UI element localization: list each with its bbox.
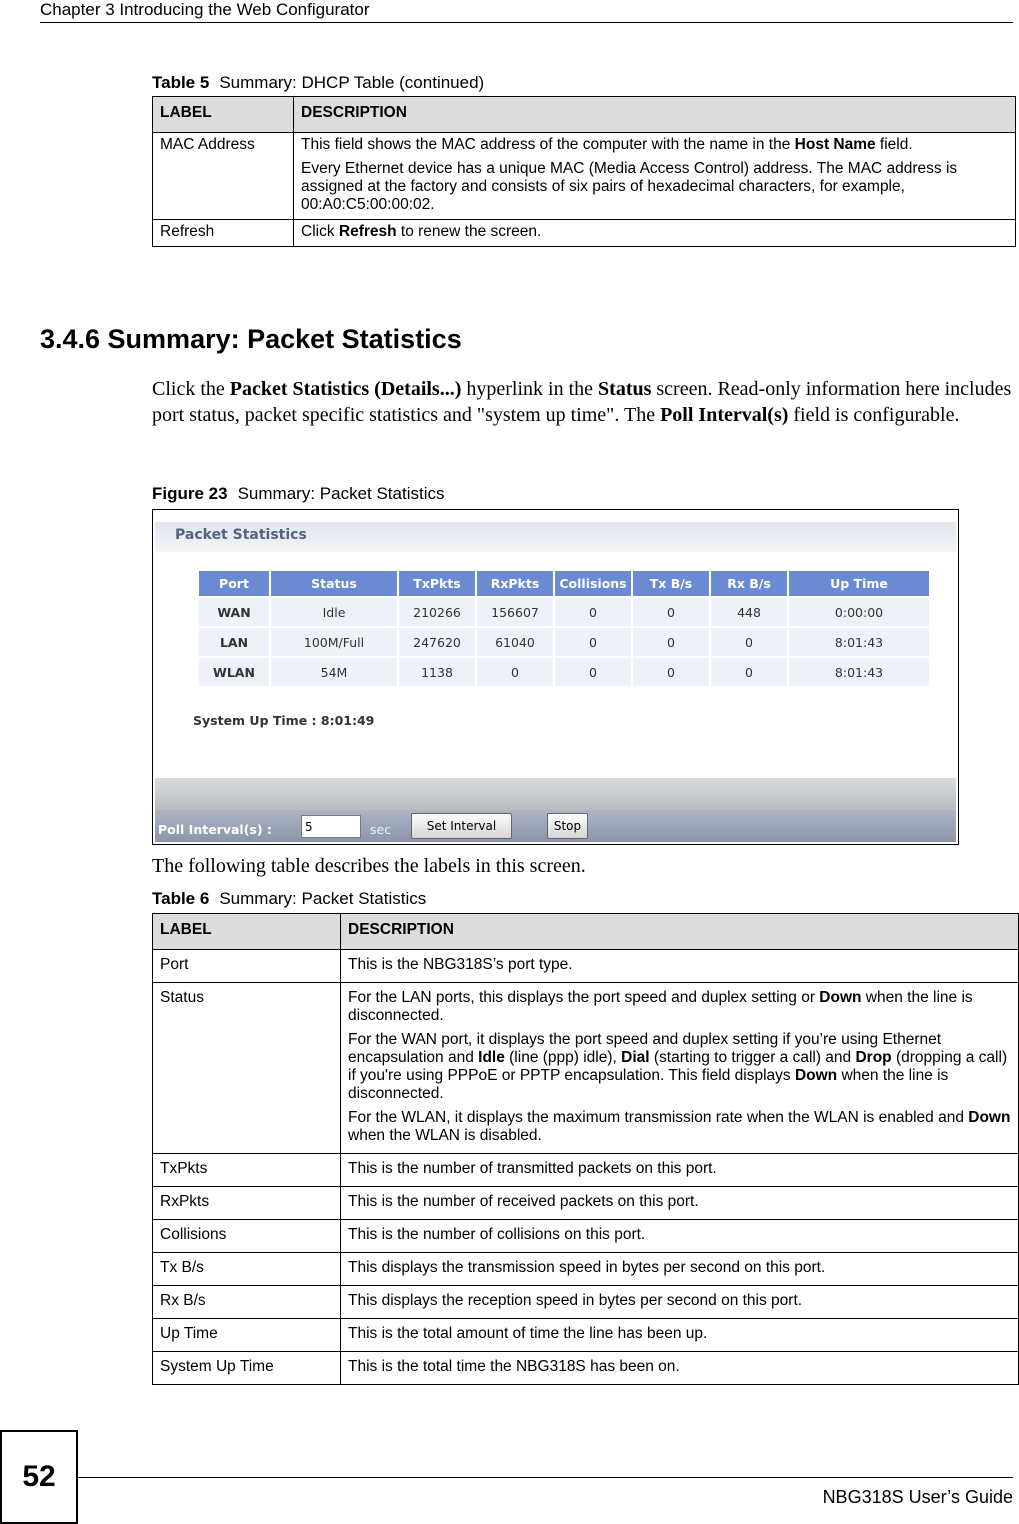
tx-bps-cell: 0 (633, 658, 709, 686)
rxpkts-cell: 61040 (477, 628, 553, 656)
text-run: For the LAN ports, this displays the port speed and duplex setting or (348, 989, 820, 1006)
table5-caption-number: Table 5 (152, 73, 210, 92)
bold-run: Packet Statistics (Details...) (229, 378, 462, 400)
table-row (153, 1253, 1019, 1286)
screen-title-bar (155, 522, 956, 552)
column-header: Rx B/s (711, 571, 787, 596)
table-row (153, 133, 1016, 220)
table-row (153, 1220, 1019, 1253)
table-header-row (199, 571, 929, 596)
row-description: This is the NBG318S’s port type. (341, 950, 1019, 983)
row-description: This is the number of collisions on this port. (341, 1220, 1019, 1253)
column-header: Status (271, 571, 397, 596)
txpkts-cell: 1138 (399, 658, 475, 686)
rx-bps-cell: 0 (711, 628, 787, 656)
guide-name: NBG318S User’s Guide (822, 1487, 1013, 1507)
txpkts-cell: 247620 (399, 628, 475, 656)
bold-run: Status (598, 378, 652, 400)
rxpkts-cell: 156607 (477, 598, 553, 626)
row-description: This is the number of transmitted packets on this port. (341, 1154, 1019, 1187)
table-header-row (153, 914, 1019, 950)
table-intro-sentence: The following table describes the labels in this screen. (152, 855, 586, 877)
rx-bps-cell: 448 (711, 598, 787, 626)
table-row (199, 628, 929, 656)
bold-run: Poll Interval(s) (660, 404, 789, 426)
text-run: Every Ethernet device has a unique MAC (Media Access Control) address. The MAC address is assigned at the factory and consists of six pairs of hexadecimal characters, for example, 00:A0:C5:00:00:02. (301, 160, 958, 213)
screen-title: Packet Statistics (175, 527, 307, 543)
column-header: Port (199, 571, 269, 596)
text-run: field is configurable. (788, 404, 960, 426)
up-time-cell: 8:01:43 (789, 628, 929, 656)
port-cell: WLAN (199, 658, 269, 686)
table6 (152, 913, 1019, 1385)
bold-run: Dial (621, 1049, 650, 1066)
packet-statistics-screenshot (152, 509, 959, 845)
text-run: For the WLAN, it displays the maximum transmission rate when the WLAN is enabled and (348, 1109, 969, 1126)
row-label: Refresh (153, 220, 294, 247)
table5 (152, 96, 1016, 247)
column-header-description: DESCRIPTION (294, 97, 1016, 133)
column-header: RxPkts (477, 571, 553, 596)
text-run: screen. Read-only information here includes port status, packet specific statistics and "system up time". The (152, 378, 1012, 426)
txpkts-cell: 210266 (399, 598, 475, 626)
table-row (199, 598, 929, 626)
collisions-cell: 0 (555, 598, 631, 626)
row-label: System Up Time (153, 1352, 341, 1385)
row-label: RxPkts (153, 1187, 341, 1220)
row-description (294, 133, 1016, 220)
table-row (153, 1286, 1019, 1319)
bold-run: Host Name (794, 136, 876, 153)
row-label: Status (153, 983, 341, 1154)
bold-run: Refresh (338, 223, 397, 240)
table6-caption (152, 889, 426, 909)
collisions-cell: 0 (555, 658, 631, 686)
running-header: Chapter 3 Introducing the Web Configurator (40, 0, 370, 19)
bold-run: Down (819, 989, 862, 1006)
bold-run: Down (794, 1067, 838, 1084)
text-run: to renew the screen. (396, 223, 542, 240)
column-header: TxPkts (399, 571, 475, 596)
table-header-row (153, 97, 1016, 133)
table-row (153, 220, 1016, 247)
table6-caption-number: Table 6 (152, 889, 210, 908)
text-run: For the WAN port, it displays the port speed and duplex setting if you’re using Ethernet encapsulation and (348, 1031, 942, 1066)
status-cell: 100M/Full (271, 628, 397, 656)
row-label: TxPkts (153, 1154, 341, 1187)
text-run: when the WLAN is disabled. (348, 1127, 542, 1144)
text-run: hyperlink in the (461, 378, 599, 400)
status-cell: Idle (271, 598, 397, 626)
rxpkts-cell: 0 (477, 658, 553, 686)
poll-interval-bar (155, 778, 956, 842)
text-run: when the line is disconnected. (348, 1067, 949, 1102)
up-time-cell: 0:00:00 (789, 598, 929, 626)
collisions-cell: 0 (555, 628, 631, 656)
table-row (153, 1154, 1019, 1187)
section-title: 3.4.6 Summary: Packet Statistics (40, 324, 462, 354)
header-rule (40, 22, 1013, 23)
table5-caption (152, 73, 484, 93)
bold-run: Idle (478, 1049, 505, 1066)
text-run: (dropping a call) if you're using PPPoE or PPTP encapsulation. This field displays (348, 1049, 1008, 1084)
up-time-cell: 8:01:43 (789, 658, 929, 686)
figure-caption (152, 484, 444, 504)
bold-run: Drop (855, 1049, 892, 1066)
column-header: Up Time (789, 571, 929, 596)
stop-button[interactable]: Stop (547, 813, 588, 839)
packet-statistics-table (197, 569, 931, 688)
table6-caption-text: Summary: Packet Statistics (219, 889, 427, 908)
table-row (153, 1352, 1019, 1385)
figure-caption-number: Figure 23 (152, 484, 228, 503)
row-description (341, 983, 1019, 1154)
table-row (153, 1319, 1019, 1352)
system-up-time: System Up Time : 8:01:49 (193, 713, 375, 728)
row-description (294, 220, 1016, 247)
row-label: Port (153, 950, 341, 983)
rx-bps-cell: 0 (711, 658, 787, 686)
table5-caption-text: Summary: DHCP Table (continued) (219, 73, 485, 92)
text-run: (line (ppp) idle), (504, 1049, 622, 1066)
row-description: This is the number of received packets on this port. (341, 1187, 1019, 1220)
row-description: This is the total amount of time the line has been up. (341, 1319, 1019, 1352)
tx-bps-cell: 0 (633, 598, 709, 626)
text-run: field. (875, 136, 913, 153)
row-description: This displays the reception speed in bytes per second on this port. (341, 1286, 1019, 1319)
row-label: Collisions (153, 1220, 341, 1253)
text-run: This field shows the MAC address of the computer with the name in the (301, 136, 795, 153)
row-label: MAC Address (153, 133, 294, 220)
port-cell: LAN (199, 628, 269, 656)
column-header-label: LABEL (153, 97, 294, 133)
text-run: (starting to trigger a call) and (649, 1049, 856, 1066)
tx-bps-cell: 0 (633, 628, 709, 656)
page-number: 52 (0, 1430, 78, 1524)
table-row (153, 950, 1019, 983)
column-header-description: DESCRIPTION (341, 914, 1019, 950)
bar-band-top (155, 778, 956, 810)
column-header: Tx B/s (633, 571, 709, 596)
bold-run: Down (968, 1109, 1011, 1126)
poll-interval-input[interactable] (301, 815, 361, 838)
row-label: Tx B/s (153, 1253, 341, 1286)
status-cell: 54M (271, 658, 397, 686)
text-run: Click the (152, 378, 230, 400)
text-run: when the line is disconnected. (348, 989, 973, 1024)
row-label: Up Time (153, 1319, 341, 1352)
column-header: Collisions (555, 571, 631, 596)
row-label: Rx B/s (153, 1286, 341, 1319)
footer-rule (78, 1477, 1013, 1478)
table-row (153, 983, 1019, 1154)
table-row (153, 1187, 1019, 1220)
set-interval-button[interactable]: Set Interval (411, 813, 512, 839)
poll-interval-label: Poll Interval(s) : (158, 822, 272, 837)
intro-paragraph (152, 376, 1012, 428)
row-description: This is the total time the NBG318S has been on. (341, 1352, 1019, 1385)
column-header-label: LABEL (153, 914, 341, 950)
figure-caption-text: Summary: Packet Statistics (237, 484, 445, 503)
poll-unit-label: sec (370, 822, 392, 837)
row-description: This displays the transmission speed in bytes per second on this port. (341, 1253, 1019, 1286)
text-run: Click (301, 223, 339, 240)
table-row (199, 658, 929, 686)
port-cell: WAN (199, 598, 269, 626)
